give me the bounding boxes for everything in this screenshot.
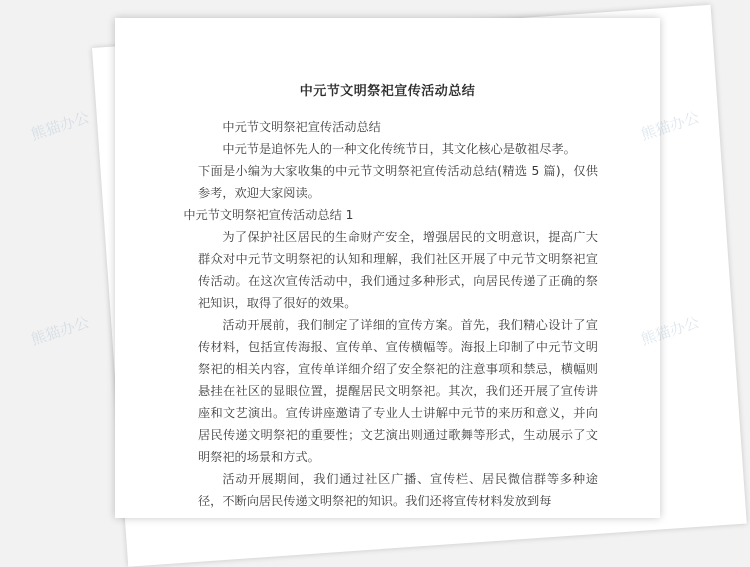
watermark: 熊猫办公 (638, 313, 702, 349)
paragraph-body-2: 活动开展前，我们制定了详细的宣传方案。首先，我们精心设计了宣传材料，包括宣传海报、宣传单、宣传横幅等。海报上印制了中元节文明祭祀的相关内容，宣传单详细介绍了安全祭祀的注意事项和禁忌，横幅则悬挂在社区的显眼位置，提醒居民文明祭祀。其次，我们还开展了宣传讲座和文艺演出。宣传讲座邀请了专业人士讲解中元节的来历和意义，并向居民传递文明祭祀的重要性；文艺演出则通过歌舞等形式，生动展示了文明祭祀的场景和方式。 (198, 318, 598, 464)
paragraph-intro: 中元节是追怀先人的一种文化传统节日，其文化核心是敬祖尽孝。 (222, 142, 576, 156)
document-body (183, 116, 598, 512)
paragraph-body-1: 为了保护社区居民的生命财产安全，增强居民的文明意识，提高广大群众对中元节文明祭祀的认知和理解，我们社区开展了中元节文明祭祀宣传活动。在这次宣传活动中，我们通过多种形式，向居民传递了正确的祭祀知识，取得了很好的效果。 (198, 230, 598, 310)
paragraph-body-3: 活动开展期间，我们通过社区广播、宣传栏、居民微信群等多种途径，不断向居民传递文明祭祀的知识。我们还将宣传材料发放到每 (198, 472, 598, 508)
watermark: 熊猫办公 (28, 313, 92, 349)
paragraph-subtitle: 中元节文明祭祀宣传活动总结 (222, 120, 381, 134)
page-title: 中元节文明祭祀宣传活动总结 (299, 84, 476, 99)
watermark: 熊猫办公 (638, 108, 702, 144)
document-page (115, 18, 660, 518)
section-heading: 中元节文明祭祀宣传活动总结 1 (183, 208, 354, 222)
paragraph-intro-2: 下面是小编为大家收集的中元节文明祭祀宣传活动总结(精选 5 篇)，仅供参考，欢迎大家阅读。 (198, 164, 598, 200)
watermark: 熊猫办公 (28, 108, 92, 144)
